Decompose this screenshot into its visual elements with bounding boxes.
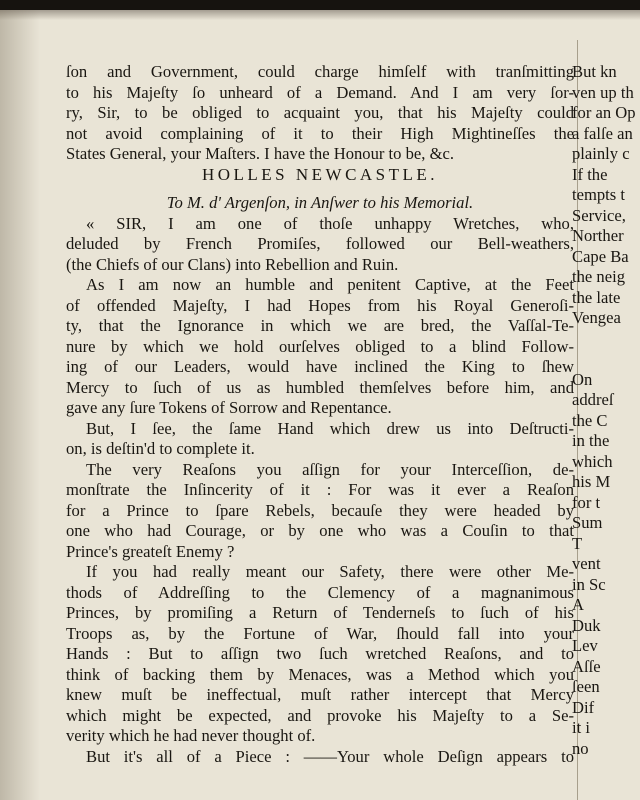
- fragment-line: addreſ: [572, 390, 614, 409]
- fragment-line: Cape Ba: [572, 246, 629, 266]
- text-line: As I am now an humble and penitent Captive, at the Feet: [86, 275, 574, 294]
- text-line: Mercy to ſuch of us as humbled themſelves before him, and: [66, 377, 574, 397]
- text-line: ty, that the Ignorance in which we are bred, the Vaſſal-Te-: [66, 316, 574, 335]
- fragment-line: Duk: [572, 615, 601, 635]
- fragment-line: T: [572, 533, 583, 553]
- fragment-line: in the: [572, 431, 610, 450]
- text-line: monſtrate the Inſincerity of it : For was it ever a Reaſon: [66, 480, 574, 499]
- text-line: one who had Courage, or by one who was a Couſin to that: [66, 521, 574, 540]
- text-line: ry, Sir, to be obliged to acquaint you, that his Majeſty could: [66, 103, 574, 122]
- text-line: States General, your Maſters. I have the Honour to be, &c.: [66, 144, 454, 163]
- text-line: for a Prince to ſpare Rebels, becauſe they were headed by: [66, 500, 574, 520]
- fragment-line: plainly c: [572, 144, 630, 163]
- text-line: not avoid complaining of it to their High Mightineſſes the: [66, 123, 574, 143]
- text-line: deluded by French Promiſes, followed our Bell-weathers,: [66, 234, 574, 253]
- text-line: on, is deſtin'd to complete it.: [66, 439, 255, 458]
- fragment-line: vent: [572, 554, 601, 573]
- fragment-line: his M: [572, 472, 611, 491]
- main-text-column: [66, 62, 574, 767]
- newspaper-page: [0, 10, 640, 800]
- fragment-line: Service,: [572, 205, 626, 225]
- fragment-line: which: [572, 451, 613, 471]
- letter-body: [66, 214, 574, 768]
- text-line: of offended Majeſty, I had Hopes from his Royal Generoſi-: [66, 295, 574, 315]
- fragment-line: But kn: [572, 62, 617, 81]
- fragment-line: If the: [572, 164, 608, 184]
- adjacent-column-fragments: [572, 62, 640, 759]
- text-line: Prince's greateſt Enemy ?: [66, 541, 235, 561]
- fragment-line: ſeen: [572, 677, 600, 696]
- text-line: think of backing them by Menaces, was a Method which you: [66, 664, 574, 684]
- text-line: The very Reaſons you aſſign for your Interceſſion, de-: [86, 459, 574, 479]
- text-line: verity which he had never thought of.: [66, 726, 316, 745]
- text-line: thods of Addreſſing to the Clemency of a magnanimous: [66, 582, 574, 602]
- text-line: gave any ſure Tokens of Sorrow and Repentance.: [66, 398, 392, 417]
- text-line: which might be expected, and provoke his Majeſty to a Se-: [66, 705, 574, 725]
- text-line: ing of our Leaders, would have inclined the King to ſhew: [66, 357, 574, 376]
- fragment-line: On: [572, 369, 593, 389]
- fragment-line: no: [572, 738, 589, 758]
- fragment-line: in Sc: [572, 574, 606, 594]
- text-line: Hands : But to aſſign two ſuch wretched Reaſons, and to: [66, 644, 574, 663]
- page-left-fold-shadow: [0, 10, 40, 800]
- fragment-line: Norther: [572, 226, 624, 245]
- fragment-line: the late: [572, 287, 621, 307]
- text-line: to his Majeſty ſo unheard of a Demand. And I am very ſor-: [66, 82, 574, 102]
- text-line: But it's all of a Piece : ——Your whole Deſign appears to: [86, 746, 574, 766]
- fragment-line: Dif: [572, 697, 595, 717]
- fragment-line: the C: [572, 410, 608, 430]
- text-line: ſon and Government, could charge himſelf with tranſmitting: [66, 62, 574, 81]
- text-line: nure by which we hold ourſelves obliged to a blind Follow-: [66, 336, 574, 356]
- fragment-line: for t: [572, 492, 601, 512]
- fragment-line: the neig: [572, 267, 625, 286]
- fragment-line: a falſe an: [572, 123, 633, 143]
- text-line: But, I ſee, the ſame Hand which drew us into Deſtructi-: [86, 418, 574, 438]
- text-line: Troops as, by the Fortune of War, ſhould fall into your: [66, 623, 574, 643]
- letter-address-heading: To M. d' Argenſon, in Anſwer to his Memorial.: [166, 193, 474, 212]
- fragment-line: for an Op: [572, 103, 636, 122]
- fragment-line: A: [572, 595, 584, 614]
- text-line: If you had really meant our Safety, there were other Me-: [86, 562, 574, 581]
- page-top-edge-shadow: [0, 10, 640, 20]
- fragment-line: [572, 329, 640, 350]
- text-line: « SIR, I am one of thoſe unhappy Wretches, who,: [86, 213, 574, 233]
- spacer: [66, 185, 574, 193]
- fragment-line: [572, 349, 640, 370]
- fragment-line: Aſſe: [572, 656, 601, 676]
- letter-signature: HOLLES NEWCASTLE.: [201, 164, 439, 184]
- fragment-line: Lev: [572, 636, 598, 655]
- fragment-line: ven up th: [572, 82, 634, 102]
- text-line: knew muſt be ineffectual, muſt rather intercept that Mercy: [66, 685, 574, 704]
- fragment-line: it i: [572, 718, 590, 737]
- fragment-line: tempts t: [572, 185, 626, 204]
- text-line: Princes, by promiſing a Return of Tenderneſs to ſuch of his: [66, 603, 574, 622]
- text-line: (the Chiefs of our Clans) into Rebellion and Ruin.: [66, 254, 399, 274]
- fragment-line: Vengea: [572, 308, 621, 327]
- fragment-line: Sum: [572, 513, 603, 532]
